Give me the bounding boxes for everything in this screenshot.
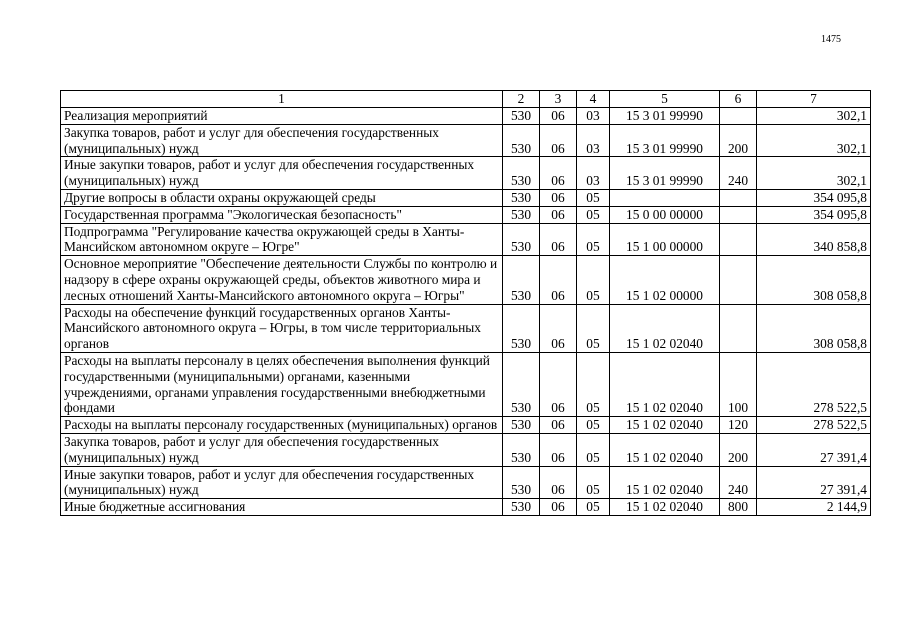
column-header: 7 bbox=[757, 91, 871, 108]
row-name: Иные закупки товаров, работ и услуг для обеспечения государственных (муниципальных) нужд bbox=[61, 466, 503, 499]
row-name: Расходы на выплаты персоналу в целях обеспечения выполнения функций государственными (муниципальными) органами, казенными учреждениями, органами управления государственными внебюджетными фондами bbox=[61, 352, 503, 416]
cell-col5: 15 1 02 02040 bbox=[610, 352, 720, 416]
cell-col4: 05 bbox=[577, 433, 610, 466]
cell-col5: 15 1 02 02040 bbox=[610, 466, 720, 499]
cell-col2: 530 bbox=[503, 417, 540, 434]
cell-col7: 308 058,8 bbox=[757, 304, 871, 352]
table-row bbox=[61, 157, 871, 190]
cell-col3: 06 bbox=[540, 304, 577, 352]
cell-col3: 06 bbox=[540, 499, 577, 516]
cell-col6 bbox=[720, 108, 757, 125]
cell-col6 bbox=[720, 223, 757, 256]
cell-col2: 530 bbox=[503, 466, 540, 499]
cell-col3: 06 bbox=[540, 466, 577, 499]
cell-col2: 530 bbox=[503, 124, 540, 157]
table-row bbox=[61, 124, 871, 157]
cell-col4: 03 bbox=[577, 124, 610, 157]
row-name: Государственная программа "Экологическая безопасность" bbox=[61, 206, 503, 223]
cell-col6 bbox=[720, 206, 757, 223]
cell-col5: 15 1 02 00000 bbox=[610, 256, 720, 304]
cell-col5: 15 1 02 02040 bbox=[610, 304, 720, 352]
cell-col5: 15 1 02 02040 bbox=[610, 499, 720, 516]
cell-col4: 05 bbox=[577, 304, 610, 352]
column-header: 3 bbox=[540, 91, 577, 108]
column-header: 1 bbox=[61, 91, 503, 108]
cell-col4: 05 bbox=[577, 466, 610, 499]
cell-col3: 06 bbox=[540, 256, 577, 304]
cell-col7: 302,1 bbox=[757, 124, 871, 157]
column-header: 4 bbox=[577, 91, 610, 108]
cell-col7: 2 144,9 bbox=[757, 499, 871, 516]
table-row bbox=[61, 499, 871, 516]
cell-col6 bbox=[720, 189, 757, 206]
cell-col4: 05 bbox=[577, 256, 610, 304]
budget-table bbox=[60, 90, 871, 516]
cell-col3: 06 bbox=[540, 189, 577, 206]
row-name: Закупка товаров, работ и услуг для обеспечения государственных (муниципальных) нужд bbox=[61, 433, 503, 466]
cell-col5: 15 1 02 02040 bbox=[610, 433, 720, 466]
table-header-row bbox=[61, 91, 871, 108]
cell-col5 bbox=[610, 189, 720, 206]
cell-col6: 120 bbox=[720, 417, 757, 434]
cell-col2: 530 bbox=[503, 304, 540, 352]
table-row bbox=[61, 223, 871, 256]
cell-col2: 530 bbox=[503, 157, 540, 190]
cell-col5: 15 1 02 02040 bbox=[610, 417, 720, 434]
cell-col7: 308 058,8 bbox=[757, 256, 871, 304]
cell-col7: 278 522,5 bbox=[757, 352, 871, 416]
table-row bbox=[61, 256, 871, 304]
cell-col2: 530 bbox=[503, 256, 540, 304]
cell-col2: 530 bbox=[503, 433, 540, 466]
cell-col7: 278 522,5 bbox=[757, 417, 871, 434]
cell-col2: 530 bbox=[503, 206, 540, 223]
cell-col7: 354 095,8 bbox=[757, 206, 871, 223]
row-name: Подпрограмма "Регулирование качества окружающей среды в Ханты-Мансийском автономном округе – Югре" bbox=[61, 223, 503, 256]
cell-col2: 530 bbox=[503, 223, 540, 256]
cell-col2: 530 bbox=[503, 108, 540, 125]
cell-col4: 05 bbox=[577, 189, 610, 206]
table-row bbox=[61, 108, 871, 125]
cell-col4: 05 bbox=[577, 417, 610, 434]
cell-col6: 100 bbox=[720, 352, 757, 416]
cell-col5: 15 3 01 99990 bbox=[610, 157, 720, 190]
row-name: Расходы на обеспечение функций государственных органов Ханты-Мансийского автономного округа – Югры, в том числе территориальных органов bbox=[61, 304, 503, 352]
column-header: 5 bbox=[610, 91, 720, 108]
cell-col6: 200 bbox=[720, 124, 757, 157]
cell-col7: 302,1 bbox=[757, 108, 871, 125]
cell-col2: 530 bbox=[503, 352, 540, 416]
cell-col6: 240 bbox=[720, 466, 757, 499]
row-name: Расходы на выплаты персоналу государственных (муниципальных) органов bbox=[61, 417, 503, 434]
cell-col4: 03 bbox=[577, 108, 610, 125]
cell-col3: 06 bbox=[540, 223, 577, 256]
cell-col7: 27 391,4 bbox=[757, 433, 871, 466]
cell-col7: 354 095,8 bbox=[757, 189, 871, 206]
cell-col3: 06 bbox=[540, 124, 577, 157]
table-row bbox=[61, 433, 871, 466]
row-name: Иные бюджетные ассигнования bbox=[61, 499, 503, 516]
cell-col5: 15 3 01 99990 bbox=[610, 108, 720, 125]
column-header: 6 bbox=[720, 91, 757, 108]
row-name: Закупка товаров, работ и услуг для обеспечения государственных (муниципальных) нужд bbox=[61, 124, 503, 157]
table-row bbox=[61, 206, 871, 223]
cell-col3: 06 bbox=[540, 417, 577, 434]
cell-col3: 06 bbox=[540, 433, 577, 466]
cell-col7: 302,1 bbox=[757, 157, 871, 190]
cell-col4: 05 bbox=[577, 206, 610, 223]
table-row bbox=[61, 466, 871, 499]
cell-col5: 15 3 01 99990 bbox=[610, 124, 720, 157]
table-row bbox=[61, 304, 871, 352]
cell-col6 bbox=[720, 304, 757, 352]
row-name: Другие вопросы в области охраны окружающей среды bbox=[61, 189, 503, 206]
cell-col2: 530 bbox=[503, 189, 540, 206]
cell-col7: 340 858,8 bbox=[757, 223, 871, 256]
cell-col4: 05 bbox=[577, 352, 610, 416]
row-name: Реализация мероприятий bbox=[61, 108, 503, 125]
table-row bbox=[61, 352, 871, 416]
cell-col2: 530 bbox=[503, 499, 540, 516]
table-row bbox=[61, 189, 871, 206]
cell-col6: 240 bbox=[720, 157, 757, 190]
cell-col3: 06 bbox=[540, 108, 577, 125]
cell-col6: 800 bbox=[720, 499, 757, 516]
cell-col3: 06 bbox=[540, 157, 577, 190]
cell-col6: 200 bbox=[720, 433, 757, 466]
cell-col4: 05 bbox=[577, 223, 610, 256]
column-header: 2 bbox=[503, 91, 540, 108]
row-name: Основное мероприятие "Обеспечение деятельности Службы по контролю и надзору в сфере охраны окружающей среды, объектов животного мира и лесных отношений Ханты-Мансийского автономного округа – Югры" bbox=[61, 256, 503, 304]
cell-col6 bbox=[720, 256, 757, 304]
cell-col5: 15 0 00 00000 bbox=[610, 206, 720, 223]
cell-col5: 15 1 00 00000 bbox=[610, 223, 720, 256]
cell-col4: 05 bbox=[577, 499, 610, 516]
cell-col7: 27 391,4 bbox=[757, 466, 871, 499]
cell-col3: 06 bbox=[540, 206, 577, 223]
page-number: 1475 bbox=[821, 34, 841, 45]
cell-col4: 03 bbox=[577, 157, 610, 190]
row-name: Иные закупки товаров, работ и услуг для обеспечения государственных (муниципальных) нужд bbox=[61, 157, 503, 190]
table-row bbox=[61, 417, 871, 434]
cell-col3: 06 bbox=[540, 352, 577, 416]
